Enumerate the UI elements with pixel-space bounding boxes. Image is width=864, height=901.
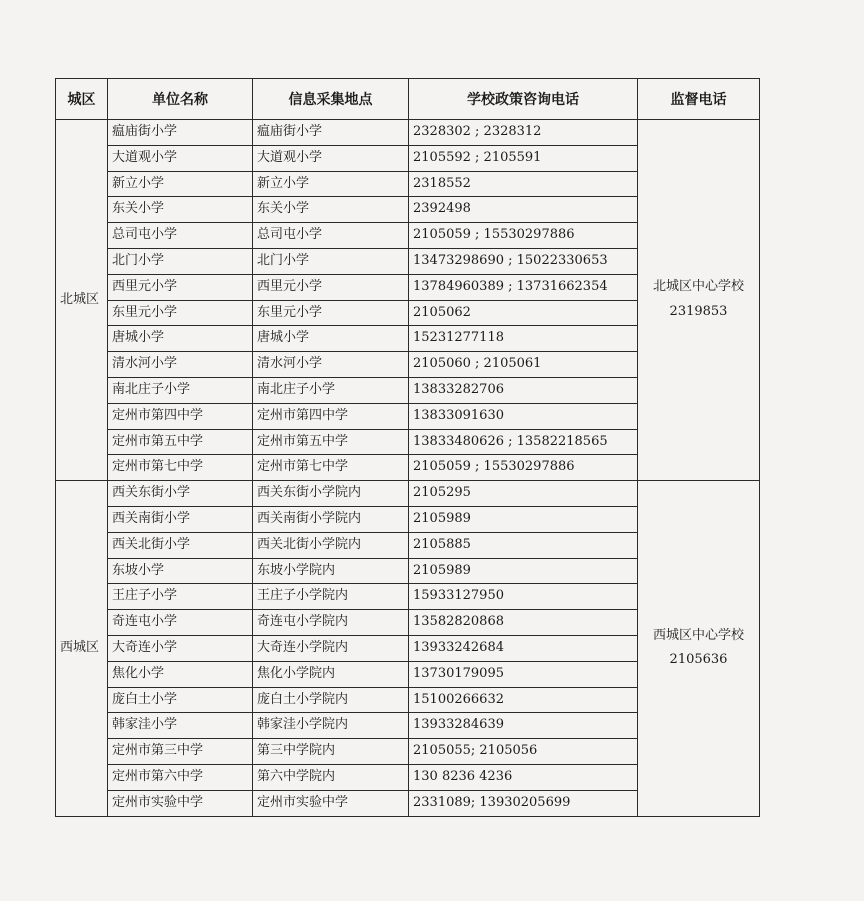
- policy-phone-cell: 13730179095: [409, 661, 638, 687]
- supervise-org: 西城区中心学校: [652, 627, 744, 643]
- policy-phone-cell: 2331089; 13930205699: [409, 790, 638, 816]
- policy-phone-cell: 13833282706: [409, 377, 638, 403]
- table-header-row: [56, 79, 760, 120]
- district-cell: 北城区: [56, 120, 108, 481]
- policy-phone-cell: 13582820868: [409, 610, 638, 636]
- unit-name-cell: 奇连屯小学: [108, 610, 253, 636]
- policy-phone-cell: 2105295: [409, 481, 638, 507]
- unit-name-cell: 东关小学: [108, 197, 253, 223]
- unit-name-cell: 韩家洼小学: [108, 713, 253, 739]
- unit-name-cell: 东里元小学: [108, 300, 253, 326]
- policy-phone-cell: 2105059 ; 15530297886: [409, 223, 638, 249]
- unit-name-cell: 东坡小学: [108, 558, 253, 584]
- policy-phone-cell: 15231277118: [409, 326, 638, 352]
- supervise-cell: [638, 481, 760, 816]
- policy-phone-cell: 2105989: [409, 558, 638, 584]
- unit-name-cell: 焦化小学: [108, 661, 253, 687]
- school-contact-table: [55, 78, 760, 817]
- policy-phone-cell: 13933284639: [409, 713, 638, 739]
- location-cell: 东关小学: [253, 197, 409, 223]
- unit-name-cell: 庞白土小学: [108, 687, 253, 713]
- policy-phone-cell: 2328302 ; 2328312: [409, 120, 638, 146]
- location-cell: 韩家洼小学院内: [253, 713, 409, 739]
- location-cell: 东坡小学院内: [253, 558, 409, 584]
- location-cell: 定州市第四中学: [253, 403, 409, 429]
- header-unit-name: 单位名称: [108, 79, 253, 120]
- unit-name-cell: 南北庄子小学: [108, 377, 253, 403]
- location-cell: 北门小学: [253, 248, 409, 274]
- supervise-cell: [638, 120, 760, 481]
- policy-phone-cell: 2318552: [409, 171, 638, 197]
- policy-phone-cell: 13833480626 ; 13582218565: [409, 429, 638, 455]
- location-cell: 东里元小学: [253, 300, 409, 326]
- policy-phone-cell: 2105062: [409, 300, 638, 326]
- location-cell: 定州市第七中学: [253, 455, 409, 481]
- location-cell: 唐城小学: [253, 326, 409, 352]
- location-cell: 西关南街小学院内: [253, 506, 409, 532]
- table-row: [56, 481, 760, 507]
- unit-name-cell: 西关北街小学: [108, 532, 253, 558]
- header-district: 城区: [56, 79, 108, 120]
- unit-name-cell: 西关东街小学: [108, 481, 253, 507]
- unit-name-cell: 定州市第五中学: [108, 429, 253, 455]
- header-policy-phone: 学校政策咨询电话: [409, 79, 638, 120]
- unit-name-cell: 新立小学: [108, 171, 253, 197]
- policy-phone-cell: 2392498: [409, 197, 638, 223]
- location-cell: 定州市第五中学: [253, 429, 409, 455]
- location-cell: 西里元小学: [253, 274, 409, 300]
- unit-name-cell: 王庄子小学: [108, 584, 253, 610]
- location-cell: 第六中学院内: [253, 764, 409, 790]
- table-body: [56, 120, 760, 817]
- policy-phone-cell: 13933242684: [409, 635, 638, 661]
- policy-phone-cell: 15933127950: [409, 584, 638, 610]
- location-cell: 大奇连小学院内: [253, 635, 409, 661]
- policy-phone-cell: 2105592 ; 2105591: [409, 145, 638, 171]
- unit-name-cell: 总司屯小学: [108, 223, 253, 249]
- unit-name-cell: 西关南街小学: [108, 506, 253, 532]
- location-cell: 西关北街小学院内: [253, 532, 409, 558]
- supervise-phone: 2319853: [669, 304, 728, 320]
- unit-name-cell: 大奇连小学: [108, 635, 253, 661]
- unit-name-cell: 定州市第六中学: [108, 764, 253, 790]
- policy-phone-cell: 13784960389 ; 13731662354: [409, 274, 638, 300]
- policy-phone-cell: 13473298690 ; 15022330653: [409, 248, 638, 274]
- location-cell: 新立小学: [253, 171, 409, 197]
- location-cell: 瘟庙街小学: [253, 120, 409, 146]
- location-cell: 大道观小学: [253, 145, 409, 171]
- policy-phone-cell: 15100266632: [409, 687, 638, 713]
- unit-name-cell: 瘟庙街小学: [108, 120, 253, 146]
- location-cell: 定州市实验中学: [253, 790, 409, 816]
- unit-name-cell: 西里元小学: [108, 274, 253, 300]
- policy-phone-cell: 2105989: [409, 506, 638, 532]
- policy-phone-cell: 2105059 ; 15530297886: [409, 455, 638, 481]
- policy-phone-cell: 130 8236 4236: [409, 764, 638, 790]
- location-cell: 奇连屯小学院内: [253, 610, 409, 636]
- policy-phone-cell: 2105885: [409, 532, 638, 558]
- header-supervise-phone: 监督电话: [638, 79, 760, 120]
- location-cell: 庞白土小学院内: [253, 687, 409, 713]
- unit-name-cell: 北门小学: [108, 248, 253, 274]
- district-cell: 西城区: [56, 481, 108, 816]
- unit-name-cell: 清水河小学: [108, 352, 253, 378]
- policy-phone-cell: 2105060 ; 2105061: [409, 352, 638, 378]
- location-cell: 焦化小学院内: [253, 661, 409, 687]
- unit-name-cell: 定州市第七中学: [108, 455, 253, 481]
- unit-name-cell: 定州市实验中学: [108, 790, 253, 816]
- unit-name-cell: 大道观小学: [108, 145, 253, 171]
- unit-name-cell: 唐城小学: [108, 326, 253, 352]
- policy-phone-cell: 2105055; 2105056: [409, 739, 638, 765]
- supervise-org: 北城区中心学校: [652, 279, 744, 295]
- unit-name-cell: 定州市第三中学: [108, 739, 253, 765]
- table-row: [56, 120, 760, 146]
- location-cell: 西关东街小学院内: [253, 481, 409, 507]
- header-location: 信息采集地点: [253, 79, 409, 120]
- unit-name-cell: 定州市第四中学: [108, 403, 253, 429]
- supervise-phone: 2105636: [669, 652, 728, 668]
- location-cell: 王庄子小学院内: [253, 584, 409, 610]
- policy-phone-cell: 13833091630: [409, 403, 638, 429]
- location-cell: 总司屯小学: [253, 223, 409, 249]
- location-cell: 第三中学院内: [253, 739, 409, 765]
- location-cell: 南北庄子小学: [253, 377, 409, 403]
- location-cell: 清水河小学: [253, 352, 409, 378]
